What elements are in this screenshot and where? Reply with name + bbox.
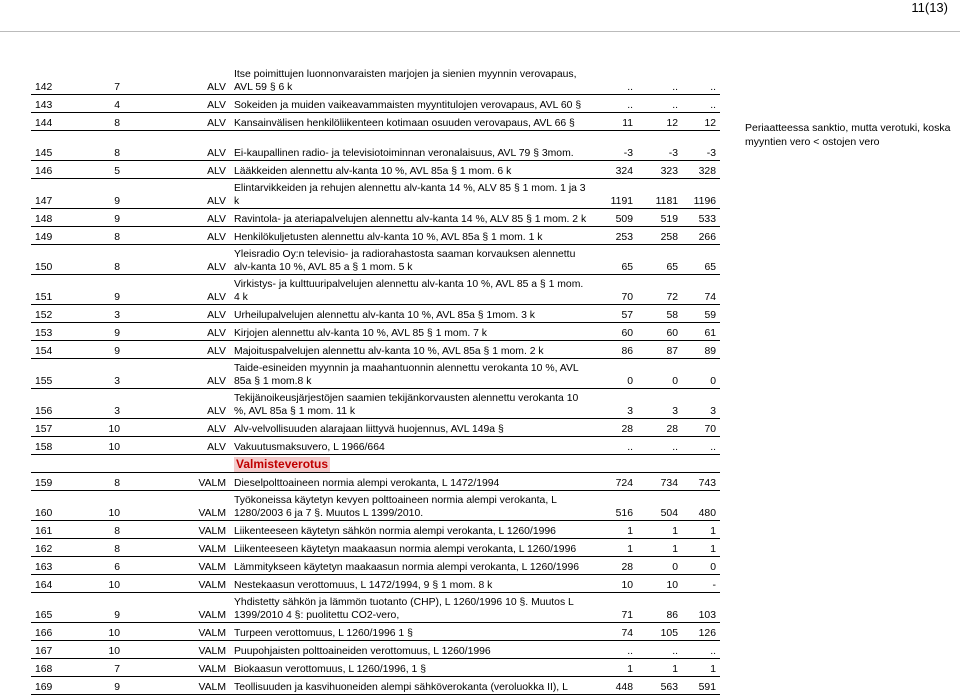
value-3: 1 <box>680 539 720 557</box>
value-3: 743 <box>680 473 720 491</box>
value-1: .. <box>590 65 635 95</box>
table-row <box>31 131 720 161</box>
tax-type: ALV <box>124 65 232 95</box>
description: Turpeen verottomuus, L 1260/1996 1 § <box>232 623 590 641</box>
row-number: 154 <box>31 341 80 359</box>
row-number: 143 <box>31 95 80 113</box>
description: Työkoneissa käytetyn kevyen polttoaineen normia alempi verokanta, L 1280/2003 6 ja 7 §. Muutos L 1399/2010. <box>232 491 590 521</box>
row-number: 157 <box>31 419 80 437</box>
row-number: 146 <box>31 161 80 179</box>
category-code: 5 <box>80 161 124 179</box>
description: Urheilupalvelujen alennettu alv-kanta 10 %, AVL 85a § 1mom. 3 k <box>232 305 590 323</box>
table-row <box>31 593 720 623</box>
tax-type: ALV <box>124 275 232 305</box>
table-row <box>31 359 720 389</box>
header-divider <box>0 31 960 32</box>
description: Puupohjaisten polttoaineiden verottomuus, L 1260/1996 <box>232 641 590 659</box>
value-3: 61 <box>680 323 720 341</box>
value-1: .. <box>590 641 635 659</box>
row-number: 162 <box>31 539 80 557</box>
description: Itse poimittujen luonnonvaraisten marjojen ja sienien myynnin verovapaus, AVL 59 § 6 k <box>232 65 590 95</box>
description: Biokaasun verottomuus, L 1260/1996, 1 § <box>232 659 590 677</box>
value-3: .. <box>680 437 720 455</box>
category-code: 7 <box>80 65 124 95</box>
value-1: 10 <box>590 575 635 593</box>
value-3: 328 <box>680 161 720 179</box>
value-1: 86 <box>590 341 635 359</box>
tax-type: VALM <box>124 623 232 641</box>
description: Alv-velvollisuuden alarajaan liittyvä huojennus, AVL 149a § <box>232 419 590 437</box>
empty-cell <box>124 455 232 473</box>
value-2: 72 <box>635 275 680 305</box>
tax-type: VALM <box>124 659 232 677</box>
empty-cell <box>590 455 635 473</box>
tax-type: VALM <box>124 593 232 623</box>
category-code: 6 <box>80 557 124 575</box>
value-3: 65 <box>680 245 720 275</box>
category-code: 10 <box>80 623 124 641</box>
category-code: 9 <box>80 179 124 209</box>
value-3: 1196 <box>680 179 720 209</box>
table-row <box>31 113 720 131</box>
table-row <box>31 677 720 695</box>
table-row <box>31 65 720 95</box>
value-3: 1 <box>680 659 720 677</box>
side-note: Periaatteessa sanktio, mutta verotuki, koska myyntien vero < ostojen vero <box>745 122 951 148</box>
value-3: 0 <box>680 557 720 575</box>
value-3: 0 <box>680 359 720 389</box>
value-2: 105 <box>635 623 680 641</box>
table-row <box>31 95 720 113</box>
value-2: 1 <box>635 521 680 539</box>
category-code: 3 <box>80 389 124 419</box>
tax-type: ALV <box>124 419 232 437</box>
category-code: 3 <box>80 305 124 323</box>
value-2: 87 <box>635 341 680 359</box>
table-row <box>31 179 720 209</box>
row-number: 153 <box>31 323 80 341</box>
value-1: 28 <box>590 557 635 575</box>
category-code: 7 <box>80 659 124 677</box>
tax-type: VALM <box>124 575 232 593</box>
category-code: 4 <box>80 95 124 113</box>
value-2: .. <box>635 641 680 659</box>
table-row <box>31 389 720 419</box>
value-2: 3 <box>635 389 680 419</box>
row-number: 168 <box>31 659 80 677</box>
value-2: 1 <box>635 539 680 557</box>
tax-type: ALV <box>124 209 232 227</box>
table-row <box>31 491 720 521</box>
category-code: 8 <box>80 245 124 275</box>
row-number: 155 <box>31 359 80 389</box>
description: Elintarvikkeiden ja rehujen alennettu alv-kanta 14 %, ALV 85 § 1 mom. 1 ja 3 k <box>232 179 590 209</box>
row-number: 148 <box>31 209 80 227</box>
row-number: 142 <box>31 65 80 95</box>
row-number: 169 <box>31 677 80 695</box>
table-row <box>31 275 720 305</box>
value-1: 516 <box>590 491 635 521</box>
value-2: 58 <box>635 305 680 323</box>
tax-type: ALV <box>124 359 232 389</box>
category-code: 8 <box>80 113 124 131</box>
row-number: 163 <box>31 557 80 575</box>
category-code: 9 <box>80 341 124 359</box>
table-row <box>31 521 720 539</box>
value-3: 591 <box>680 677 720 695</box>
value-2: 10 <box>635 575 680 593</box>
value-1: 65 <box>590 245 635 275</box>
empty-cell <box>635 455 680 473</box>
value-1: 0 <box>590 359 635 389</box>
description: Kansainvälisen henkilöliikenteen kotimaan osuuden verovapaus, AVL 66 § <box>232 113 590 131</box>
value-1: 60 <box>590 323 635 341</box>
value-1: 253 <box>590 227 635 245</box>
category-code: 9 <box>80 275 124 305</box>
description: Dieselpolttoaineen normia alempi verokanta, L 1472/1994 <box>232 473 590 491</box>
tax-type: ALV <box>124 389 232 419</box>
tax-type: ALV <box>124 437 232 455</box>
table-row <box>31 641 720 659</box>
table-row <box>31 659 720 677</box>
row-number: 144 <box>31 113 80 131</box>
value-3: 74 <box>680 275 720 305</box>
row-number: 159 <box>31 473 80 491</box>
tax-type: ALV <box>124 245 232 275</box>
value-1: 1 <box>590 539 635 557</box>
description: Vakuutusmaksuvero, L 1966/664 <box>232 437 590 455</box>
tax-type: ALV <box>124 161 232 179</box>
category-code: 10 <box>80 641 124 659</box>
value-1: 509 <box>590 209 635 227</box>
table-body <box>31 65 720 695</box>
category-code: 9 <box>80 323 124 341</box>
description: Kirjojen alennettu alv-kanta 10 %, AVL 85 § 1 mom. 7 k <box>232 323 590 341</box>
value-3: - <box>680 575 720 593</box>
description: Tekijänoikeusjärjestöjen saamien tekijänkorvausten alennettu verokanta 10 %, AVL 85a § 1 mom. 11 k <box>232 389 590 419</box>
row-number: 166 <box>31 623 80 641</box>
description: Teollisuuden ja kasvihuoneiden alempi sähköverokanta (veroluokka II), L <box>232 677 590 695</box>
description: Sokeiden ja muiden vaikeavammaisten myyntitulojen verovapaus, AVL 60 § <box>232 95 590 113</box>
value-3: 1 <box>680 521 720 539</box>
description: Liikenteeseen käytetyn sähkön normia alempi verokanta, L 1260/1996 <box>232 521 590 539</box>
table-row <box>31 227 720 245</box>
category-code: 8 <box>80 227 124 245</box>
tax-type: ALV <box>124 305 232 323</box>
section-title: Valmisteverotus <box>236 457 329 471</box>
value-2: 12 <box>635 113 680 131</box>
table-row <box>31 539 720 557</box>
value-3: 59 <box>680 305 720 323</box>
tax-type: ALV <box>124 179 232 209</box>
row-number: 151 <box>31 275 80 305</box>
table-row <box>31 341 720 359</box>
value-2: 65 <box>635 245 680 275</box>
value-1: -3 <box>590 131 635 161</box>
table-row <box>31 323 720 341</box>
value-3: 89 <box>680 341 720 359</box>
row-number: 158 <box>31 437 80 455</box>
category-code: 8 <box>80 131 124 161</box>
value-3: 12 <box>680 113 720 131</box>
value-1: 11 <box>590 113 635 131</box>
category-code: 10 <box>80 575 124 593</box>
category-code: 8 <box>80 521 124 539</box>
value-1: .. <box>590 95 635 113</box>
description: Yhdistetty sähkön ja lämmön tuotanto (CHP), L 1260/1996 10 §. Muutos L 1399/2010 4 §: puolitettu CO2-vero, <box>232 593 590 623</box>
category-code: 9 <box>80 677 124 695</box>
tax-type: VALM <box>124 491 232 521</box>
tax-type: ALV <box>124 113 232 131</box>
tax-subsidy-table <box>31 65 720 695</box>
tax-type: ALV <box>124 95 232 113</box>
tax-type: VALM <box>124 473 232 491</box>
value-1: 74 <box>590 623 635 641</box>
empty-cell <box>80 455 124 473</box>
value-3: .. <box>680 65 720 95</box>
tax-type: VALM <box>124 557 232 575</box>
value-3: 480 <box>680 491 720 521</box>
table-row <box>31 437 720 455</box>
value-2: 60 <box>635 323 680 341</box>
row-number: 156 <box>31 389 80 419</box>
category-code: 9 <box>80 593 124 623</box>
value-1: 1191 <box>590 179 635 209</box>
category-code: 8 <box>80 539 124 557</box>
value-2: 86 <box>635 593 680 623</box>
category-code: 10 <box>80 491 124 521</box>
value-1: 3 <box>590 389 635 419</box>
tax-type: ALV <box>124 341 232 359</box>
row-number: 165 <box>31 593 80 623</box>
description: Lämmitykseen käytetyn maakaasun normia alempi verokanta, L 1260/1996 <box>232 557 590 575</box>
value-1: 57 <box>590 305 635 323</box>
category-code: 8 <box>80 473 124 491</box>
description: Liikenteeseen käytetyn maakaasun normia alempi verokanta, L 1260/1996 <box>232 539 590 557</box>
description: Majoituspalvelujen alennettu alv-kanta 10 %, AVL 85a § 1 mom. 2 k <box>232 341 590 359</box>
value-2: 28 <box>635 419 680 437</box>
table-row <box>31 209 720 227</box>
tax-type: ALV <box>124 227 232 245</box>
value-1: 324 <box>590 161 635 179</box>
page-number: 11(13) <box>911 0 948 15</box>
value-2: -3 <box>635 131 680 161</box>
tax-type: VALM <box>124 677 232 695</box>
value-1: 28 <box>590 419 635 437</box>
value-2: 258 <box>635 227 680 245</box>
value-2: 323 <box>635 161 680 179</box>
value-3: -3 <box>680 131 720 161</box>
value-3: 533 <box>680 209 720 227</box>
tax-type: VALM <box>124 539 232 557</box>
description: Lääkkeiden alennettu alv-kanta 10 %, AVL 85a § 1 mom. 6 k <box>232 161 590 179</box>
row-number: 164 <box>31 575 80 593</box>
value-2: 519 <box>635 209 680 227</box>
table-row <box>31 473 720 491</box>
row-number: 149 <box>31 227 80 245</box>
description: Yleisradio Oy:n televisio- ja radiorahastosta saaman korvauksen alennettu alv-kanta 10 %, AVL 85 a § 1 mom. 5 k <box>232 245 590 275</box>
row-number: 150 <box>31 245 80 275</box>
table-row <box>31 557 720 575</box>
table-row <box>31 623 720 641</box>
empty-cell <box>680 455 720 473</box>
tax-type: ALV <box>124 323 232 341</box>
value-1: 1 <box>590 659 635 677</box>
value-3: 266 <box>680 227 720 245</box>
value-2: 0 <box>635 359 680 389</box>
category-code: 3 <box>80 359 124 389</box>
value-1: 1 <box>590 521 635 539</box>
tax-type: VALM <box>124 641 232 659</box>
table-row <box>31 419 720 437</box>
table-row <box>31 161 720 179</box>
description: Henkilökuljetusten alennettu alv-kanta 10 %, AVL 85a § 1 mom. 1 k <box>232 227 590 245</box>
value-1: 71 <box>590 593 635 623</box>
row-number: 147 <box>31 179 80 209</box>
value-1: .. <box>590 437 635 455</box>
value-3: 103 <box>680 593 720 623</box>
row-number: 152 <box>31 305 80 323</box>
empty-cell <box>31 455 80 473</box>
section-row <box>31 455 720 473</box>
tax-type: VALM <box>124 521 232 539</box>
value-3: 3 <box>680 389 720 419</box>
row-number: 161 <box>31 521 80 539</box>
value-1: 70 <box>590 275 635 305</box>
value-2: 563 <box>635 677 680 695</box>
value-2: 0 <box>635 557 680 575</box>
value-3: .. <box>680 641 720 659</box>
description: Virkistys- ja kulttuuripalvelujen alennettu alv-kanta 10 %, AVL 85 a § 1 mom. 4 k <box>232 275 590 305</box>
value-3: .. <box>680 95 720 113</box>
description: Nestekaasun verottomuus, L 1472/1994, 9 § 1 mom. 8 k <box>232 575 590 593</box>
row-number: 145 <box>31 131 80 161</box>
value-3: 126 <box>680 623 720 641</box>
description: Ravintola- ja ateriapalvelujen alennettu alv-kanta 14 %, ALV 85 § 1 mom. 2 k <box>232 209 590 227</box>
category-code: 10 <box>80 419 124 437</box>
description: Taide-esineiden myynnin ja maahantuonnin alennettu verokanta 10 %, AVL 85a § 1 mom.8 k <box>232 359 590 389</box>
description: Ei-kaupallinen radio- ja televisiotoiminnan veronalaisuus, AVL 79 § 3mom. <box>232 131 590 161</box>
table-row <box>31 305 720 323</box>
category-code: 10 <box>80 437 124 455</box>
row-number: 160 <box>31 491 80 521</box>
value-2: .. <box>635 65 680 95</box>
value-2: 1181 <box>635 179 680 209</box>
value-2: 734 <box>635 473 680 491</box>
value-2: .. <box>635 95 680 113</box>
row-number: 167 <box>31 641 80 659</box>
table-row <box>31 575 720 593</box>
table-row <box>31 245 720 275</box>
value-3: 70 <box>680 419 720 437</box>
value-1: 724 <box>590 473 635 491</box>
category-code: 9 <box>80 209 124 227</box>
section-title-cell <box>232 455 590 473</box>
value-2: .. <box>635 437 680 455</box>
value-1: 448 <box>590 677 635 695</box>
tax-type: ALV <box>124 131 232 161</box>
value-2: 504 <box>635 491 680 521</box>
value-2: 1 <box>635 659 680 677</box>
